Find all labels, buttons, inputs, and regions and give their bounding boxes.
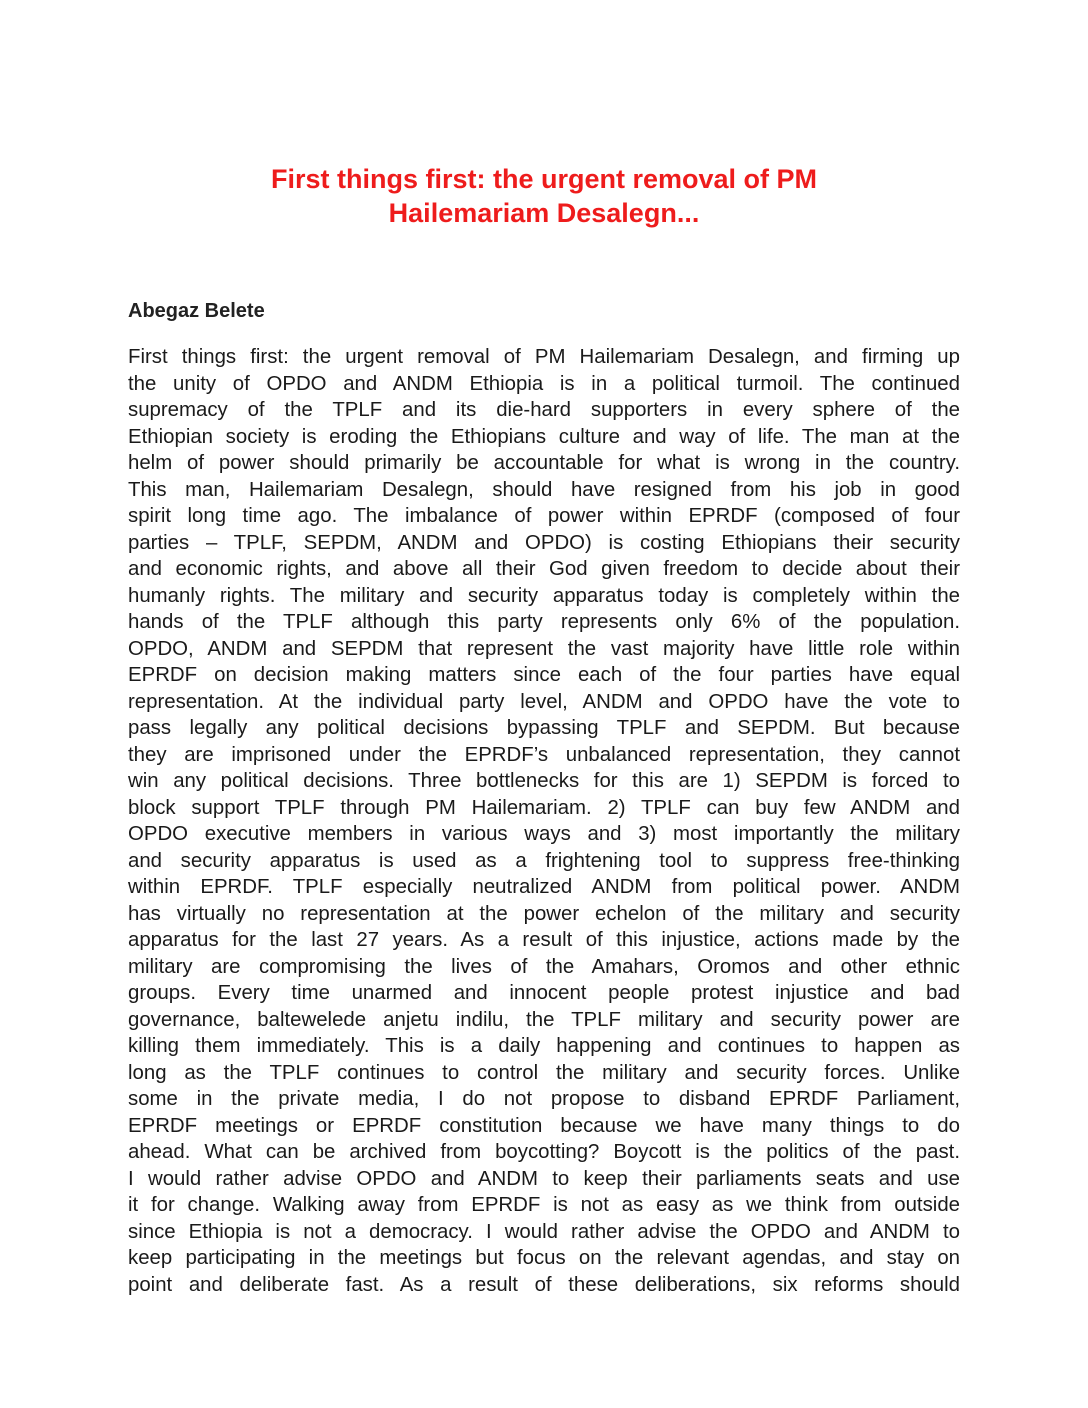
body-line: OPDO, ANDM and SEPDM that represent the vast majority have little role within [128,637,960,660]
body-line: pass legally any political decisions bypassing TPLF and SEPDM. But because [128,717,960,739]
document-title [128,162,960,230]
body-line: it for change. Walking away from EPRDF is not as easy as we think from outside [128,1194,960,1216]
body-line: spirit long time ago. The imbalance of power within EPRDF (composed of four [128,505,960,527]
body-line: they are imprisoned under the EPRDF’s unbalanced representation, they cannot [128,743,960,766]
body-line: keep participating in the meetings but focus on the relevant agendas, and stay on [128,1247,960,1269]
article-body [128,344,960,1298]
body-line: supremacy of the TPLF and its die-hard supporters in every sphere of the [128,399,960,421]
body-line: hands of the TPLF although this party represents only 6% of the population. [128,611,960,633]
body-line: the unity of OPDO and ANDM Ethiopia is in a political turmoil. The continued [128,372,960,395]
body-line: military are compromising the lives of the Amahars, Oromos and other ethnic [128,955,960,978]
body-line: and security apparatus is used as a frightening tool to suppress free-thinking [128,849,960,872]
body-line: win any political decisions. Three bottlenecks for this are 1) SEPDM is forced to [128,770,960,792]
body-line: killing them immediately. This is a daily happening and continues to happen as [128,1035,960,1057]
body-line: representation. At the individual party level, ANDM and OPDO have the vote to [128,690,960,713]
title-line-1: First things first: the urgent removal of PM [270,164,818,194]
body-line: This man, Hailemariam Desalegn, should have resigned from his job in good [128,478,960,501]
body-line: helm of power should primarily be accountable for what is wrong in the country. [128,452,960,474]
body-line: First things first: the urgent removal of PM Hailemariam Desalegn, and firming up [128,346,960,368]
body-line: and economic rights, and above all their God given freedom to decide about their [128,558,960,580]
body-line: within EPRDF. TPLF especially neutralized ANDM from political power. ANDM [128,876,960,898]
body-line: groups. Every time unarmed and innocent people protest injustice and bad [128,982,960,1004]
body-line: EPRDF meetings or EPRDF constitution because we have many things to do [128,1114,960,1137]
body-line: some in the private media, I do not propose to disband EPRDF Parliament, [128,1088,960,1110]
body-line: apparatus for the last 27 years. As a result of this injustice, actions made by the [128,929,960,951]
body-line: long as the TPLF continues to control the military and security forces. Unlike [128,1061,960,1084]
body-line: has virtually no representation at the power echelon of the military and security [128,902,960,925]
body-line: point and deliberate fast. As a result of these deliberations, six reforms should [128,1273,960,1296]
body-line: parties – TPLF, SEPDM, ANDM and OPDO) is costing Ethiopians their security [128,531,960,554]
body-line: OPDO executive members in various ways and 3) most importantly the military [128,823,960,845]
title-line-2: Hailemariam Desalegn... [388,198,700,228]
body-line: EPRDF on decision making matters since each of the four parties have equal [128,664,960,686]
body-line: Ethiopian society is eroding the Ethiopians culture and way of life. The man at the [128,425,960,448]
body-line: since Ethiopia is not a democracy. I would rather advise the OPDO and ANDM to [128,1220,960,1243]
body-line: ahead. What can be archived from boycotting? Boycott is the politics of the past. [128,1141,960,1163]
body-line: I would rather advise OPDO and ANDM to keep their parliaments seats and use [128,1167,960,1190]
author-name: Abegaz Belete [128,300,265,322]
body-line: block support TPLF through PM Hailemariam. 2) TPLF can buy few ANDM and [128,796,960,819]
body-line: governance, baltewelede anjetu indilu, the TPLF military and security power are [128,1008,960,1031]
body-line: humanly rights. The military and security apparatus today is completely within the [128,584,960,607]
